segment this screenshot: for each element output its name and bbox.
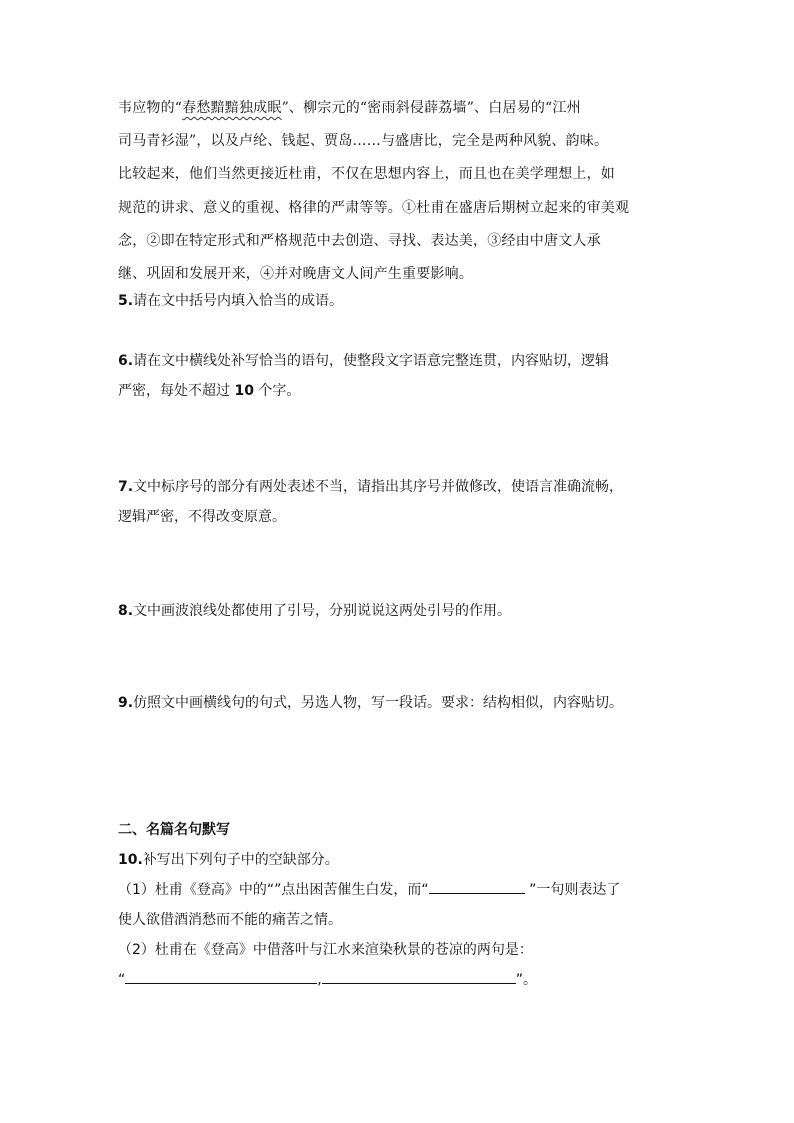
passage-line: 念，②即在特定形式和严格规范中去创造、寻找、表达美，③经由中唐文人承	[118, 232, 601, 249]
wavy-underlined-quote: 春愁黯黯独成眠	[182, 100, 282, 116]
passage-line: 比较起来，他们当然更接近杜甫，不仅在思想内容上，而且也在美学理想上，如	[118, 166, 615, 183]
question-text: 文中画波浪线处都使用了引号，分别说说这两处引号的作用。	[133, 603, 512, 619]
question-8	[118, 596, 678, 626]
question-9	[118, 688, 678, 718]
question-text: 逻辑严密，不得改变原意。	[118, 509, 286, 525]
fill-item-2-blanks: “ , ”。	[118, 965, 678, 995]
passage-line: 规范的讲求、意义的重视、格律的严肃等等。①杜甫在盛唐后期树立起来的审美观	[118, 199, 630, 216]
question-number: 10.	[118, 852, 143, 868]
answer-blank[interactable]	[125, 968, 317, 984]
section-2	[118, 815, 678, 995]
answer-blank[interactable]	[429, 878, 525, 894]
question-text: 请在文中括号内填入恰当的成语。	[133, 293, 344, 309]
question-text: 文中标序号的部分有两处表述不当，请指出其序号并做修改，使语言准确流畅，	[133, 479, 624, 495]
question-number: 7.	[118, 479, 134, 495]
passage	[118, 92, 678, 291]
question-text: 补写出下列句子中的空缺部分。	[142, 852, 339, 868]
fill-item-2: （2）杜甫在《登高》中借落叶与江水来渲染秋景的苍凉的两句是：	[118, 942, 533, 958]
passage-line: 继、巩固和发展开来，④并对晚唐文人间产生重要影响。	[118, 266, 473, 283]
answer-blank[interactable]	[322, 968, 516, 984]
question-number: 9.	[118, 695, 134, 711]
passage-line: 司马青衫湿”，以及卢纶、钱起、贾岛……与盛唐比，完全是两种风貌、韵味。	[118, 133, 609, 150]
question-6	[118, 346, 678, 406]
passage-line: 韦应物的“春愁黯黯独成眠”、柳宗元的“密雨斜侵薜荔墙”、白居易的“江州	[118, 100, 581, 116]
fill-item-1-cont: 使人欲借酒消愁而不能的痛苦之情。	[118, 912, 342, 928]
question-number: 6.	[118, 353, 134, 369]
question-5	[118, 286, 678, 316]
section-heading: 二、名篇名句默写	[118, 822, 230, 838]
question-number: 8.	[118, 603, 134, 619]
question-7	[118, 472, 678, 532]
question-text: 严密，每处不超过 10 个字。	[118, 383, 301, 399]
fill-item-1: （1）杜甫《登高》中的“”点出困苦催生白发，而“ ”一句则表达了	[118, 875, 678, 905]
question-text: 请在文中横线处补写恰当的语句，使整段文字语意完整连贯，内容贴切，逻辑	[133, 353, 610, 369]
question-number: 5.	[118, 293, 134, 309]
question-text: 仿照文中画横线句的句式，另选人物，写一段话。要求：结构相似，内容贴切。	[133, 695, 624, 711]
